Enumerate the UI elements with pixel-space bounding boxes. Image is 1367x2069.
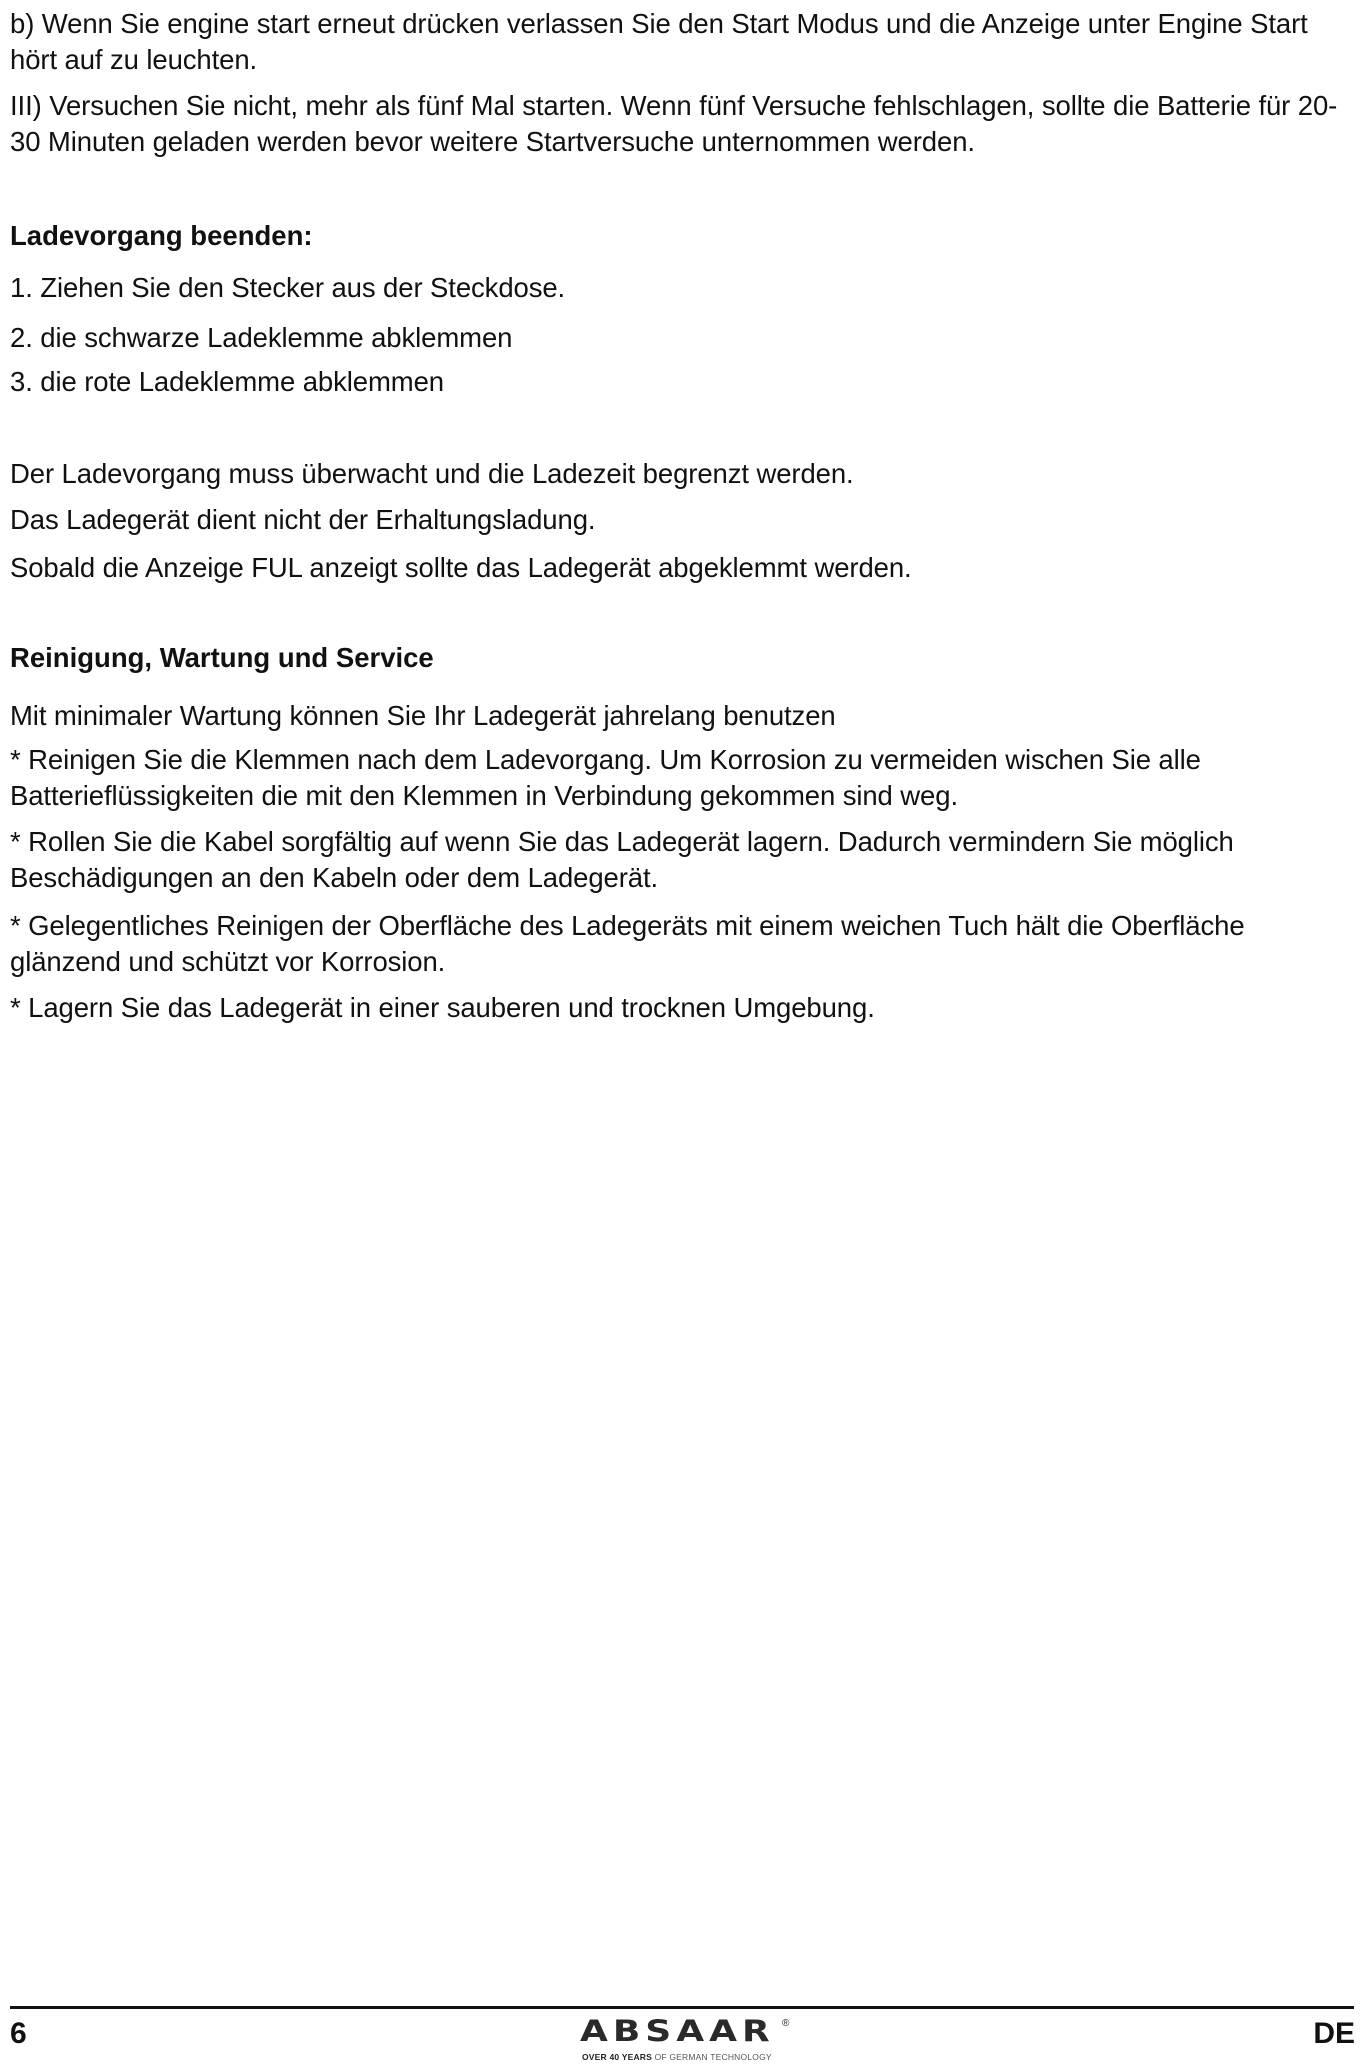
maintenance-item-storage: * Lagern Sie das Ladegerät in einer sauberen und trocknen Umgebung.	[10, 992, 875, 1023]
logo-tagline	[582, 2052, 772, 2062]
charging-step-1: 1. Ziehen Sie den Stecker aus der Steckdose.	[10, 272, 566, 303]
logo-tagline-bold: OVER 40 YEARS	[582, 2052, 652, 2062]
charging-step-2: 2. die schwarze Ladeklemme abklemmen	[10, 322, 513, 353]
page-number: 6	[10, 2017, 27, 2050]
intro-paragraph-b: b) Wenn Sie engine start erneut drücken verlassen Sie den Start Modus und die Anzeige unter Engine Start hört auf zu leuchten.	[10, 8, 1308, 75]
maintenance-intro: Mit minimaler Wartung können Sie Ihr Ladegerät jahrelang benutzen	[10, 700, 836, 731]
note-monitoring: Der Ladevorgang muss überwacht und die Ladezeit begrenzt werden.	[10, 458, 854, 489]
language-code: DE	[1313, 2017, 1355, 2050]
logo-wordmark: ABSAAR	[580, 2014, 775, 2049]
charging-step-3: 3. die rote Ladeklemme abklemmen	[10, 366, 444, 397]
footer-divider	[10, 2006, 1354, 2009]
note-no-trickle: Das Ladegerät dient nicht der Erhaltungsladung.	[10, 504, 596, 535]
logo-tagline-rest: OF GERMAN TECHNOLOGY	[654, 2052, 772, 2062]
absaar-logo	[580, 2014, 790, 2062]
maintenance-item-clamps: * Reinigen Sie die Klemmen nach dem Ladevorgang. Um Korrosion zu vermeiden wischen Sie alle Batterieflüssigkeiten die mit den Klemmen in Verbindung gekommen sind weg.	[10, 744, 1201, 811]
section-heading-charging-end: Ladevorgang beenden:	[10, 220, 313, 251]
maintenance-item-surface: * Gelegentliches Reinigen der Oberfläche des Ladegeräts mit einem weichen Tuch hält die Oberfläche glänzend und schützt vor Korrosion.	[10, 910, 1245, 977]
section-heading-maintenance: Reinigung, Wartung und Service	[10, 642, 434, 673]
intro-paragraph-iii: III) Versuchen Sie nicht, mehr als fünf Mal starten. Wenn fünf Versuche fehlschlagen, sollte die Batterie für 20-30 Minuten geladen werden bevor weitere Startversuche unternommen werden.	[10, 90, 1338, 157]
maintenance-item-cables: * Rollen Sie die Kabel sorgfältig auf wenn Sie das Ladegerät lagern. Dadurch vermindern Sie möglich Beschädigungen an den Kabeln oder dem Ladegerät.	[10, 826, 1234, 893]
logo-registered-mark: ®	[782, 2018, 790, 2029]
note-ful-display: Sobald die Anzeige FUL anzeigt sollte das Ladegerät abgeklemmt werden.	[10, 552, 912, 583]
